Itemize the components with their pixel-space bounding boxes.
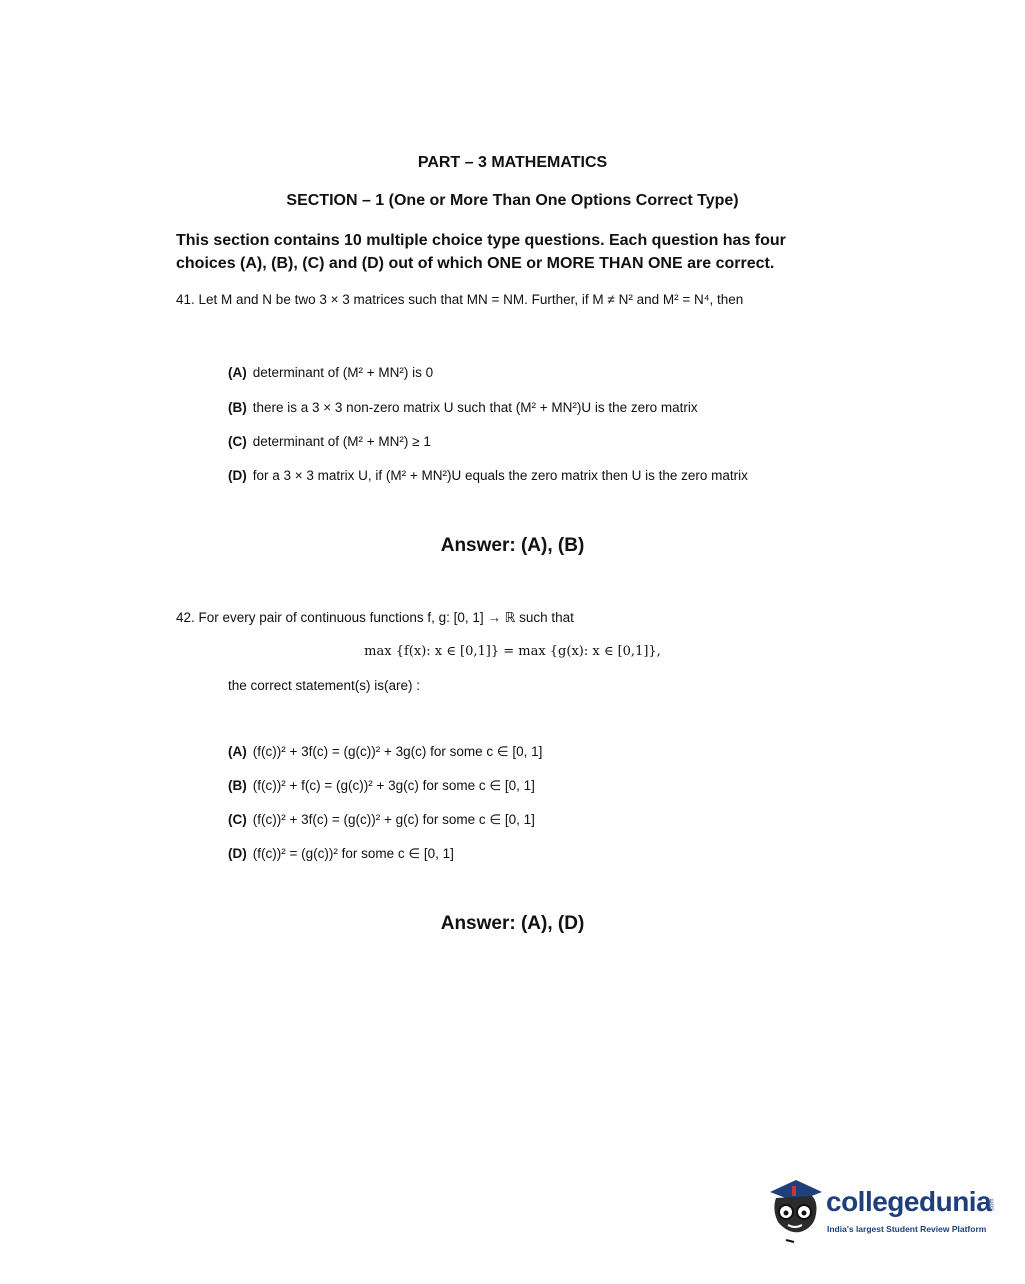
instructions-line-2: choices (A), (B), (C) and (D) out of which ONE or MORE THAN ONE are correct. <box>176 255 775 272</box>
mascot-icon <box>766 1176 824 1244</box>
option-label: (D) <box>228 468 247 483</box>
q42-option-b <box>228 778 535 794</box>
section-title: SECTION – 1 (One or More Than One Options Correct Type) <box>286 192 739 209</box>
question-41-stem: 41. Let M and N be two 3 × 3 matrices such that MN = NM. Further, if M ≠ N² and M² = N⁴, then <box>176 292 744 307</box>
logo-tagline: India's largest Student Review Platform <box>827 1224 987 1234</box>
q42-prompt: the correct statement(s) is(are) : <box>228 678 421 693</box>
collegedunia-logo <box>766 1176 996 1246</box>
option-label: (B) <box>228 400 247 415</box>
option-label: (A) <box>228 744 247 759</box>
option-text: determinant of (M² + MN²) is 0 <box>252 365 434 380</box>
option-text: (f(c))² = (g(c))² for some c ∈ [0, 1] <box>252 846 454 861</box>
option-label: (A) <box>228 365 247 380</box>
option-text: (f(c))² + 3f(c) = (g(c))² + g(c) for some c ∈ [0, 1] <box>252 812 535 827</box>
q41-option-b <box>228 400 698 415</box>
option-text: determinant of (M² + MN²) ≥ 1 <box>252 434 431 449</box>
q42-answer: Answer: (A), (D) <box>440 913 585 934</box>
option-label: (C) <box>228 434 247 449</box>
q42-condition: max {f(x): x ∈ [0,1]} = max {g(x): x ∈ [0,1]}, <box>364 644 661 659</box>
option-label: (B) <box>228 778 247 793</box>
instructions-line-1: This section contains 10 multiple choice type questions. Each question has four <box>176 232 786 249</box>
option-text: there is a 3 × 3 non-zero matrix U such that (M² + MN²)U is the zero matrix <box>252 400 698 415</box>
section-instructions <box>176 229 876 275</box>
q42-option-c <box>228 812 535 828</box>
q42-option-a <box>228 744 542 760</box>
part-title: PART – 3 MATHEMATICS <box>417 154 608 171</box>
q42-option-d <box>228 846 454 862</box>
option-text: (f(c))² + f(c) = (g(c))² + 3g(c) for some c ∈ [0, 1] <box>252 778 535 793</box>
option-label: (D) <box>228 846 247 861</box>
q41-option-c <box>228 434 431 449</box>
option-label: (C) <box>228 812 247 827</box>
q41-answer: Answer: (A), (B) <box>440 535 585 556</box>
question-42-stem: 42. For every pair of continuous functions f, g: [0, 1] → ℝ such that <box>176 610 574 625</box>
option-text: (f(c))² + 3f(c) = (g(c))² + 3g(c) for some c ∈ [0, 1] <box>252 744 543 759</box>
logo-wordmark: collegedunia <box>826 1186 992 1217</box>
q41-option-a <box>228 365 433 380</box>
option-text: for a 3 × 3 matrix U, if (M² + MN²)U equals the zero matrix then U is the zero matrix <box>252 468 748 483</box>
q41-option-d <box>228 468 748 483</box>
logo-domain: .com <box>989 1198 996 1212</box>
